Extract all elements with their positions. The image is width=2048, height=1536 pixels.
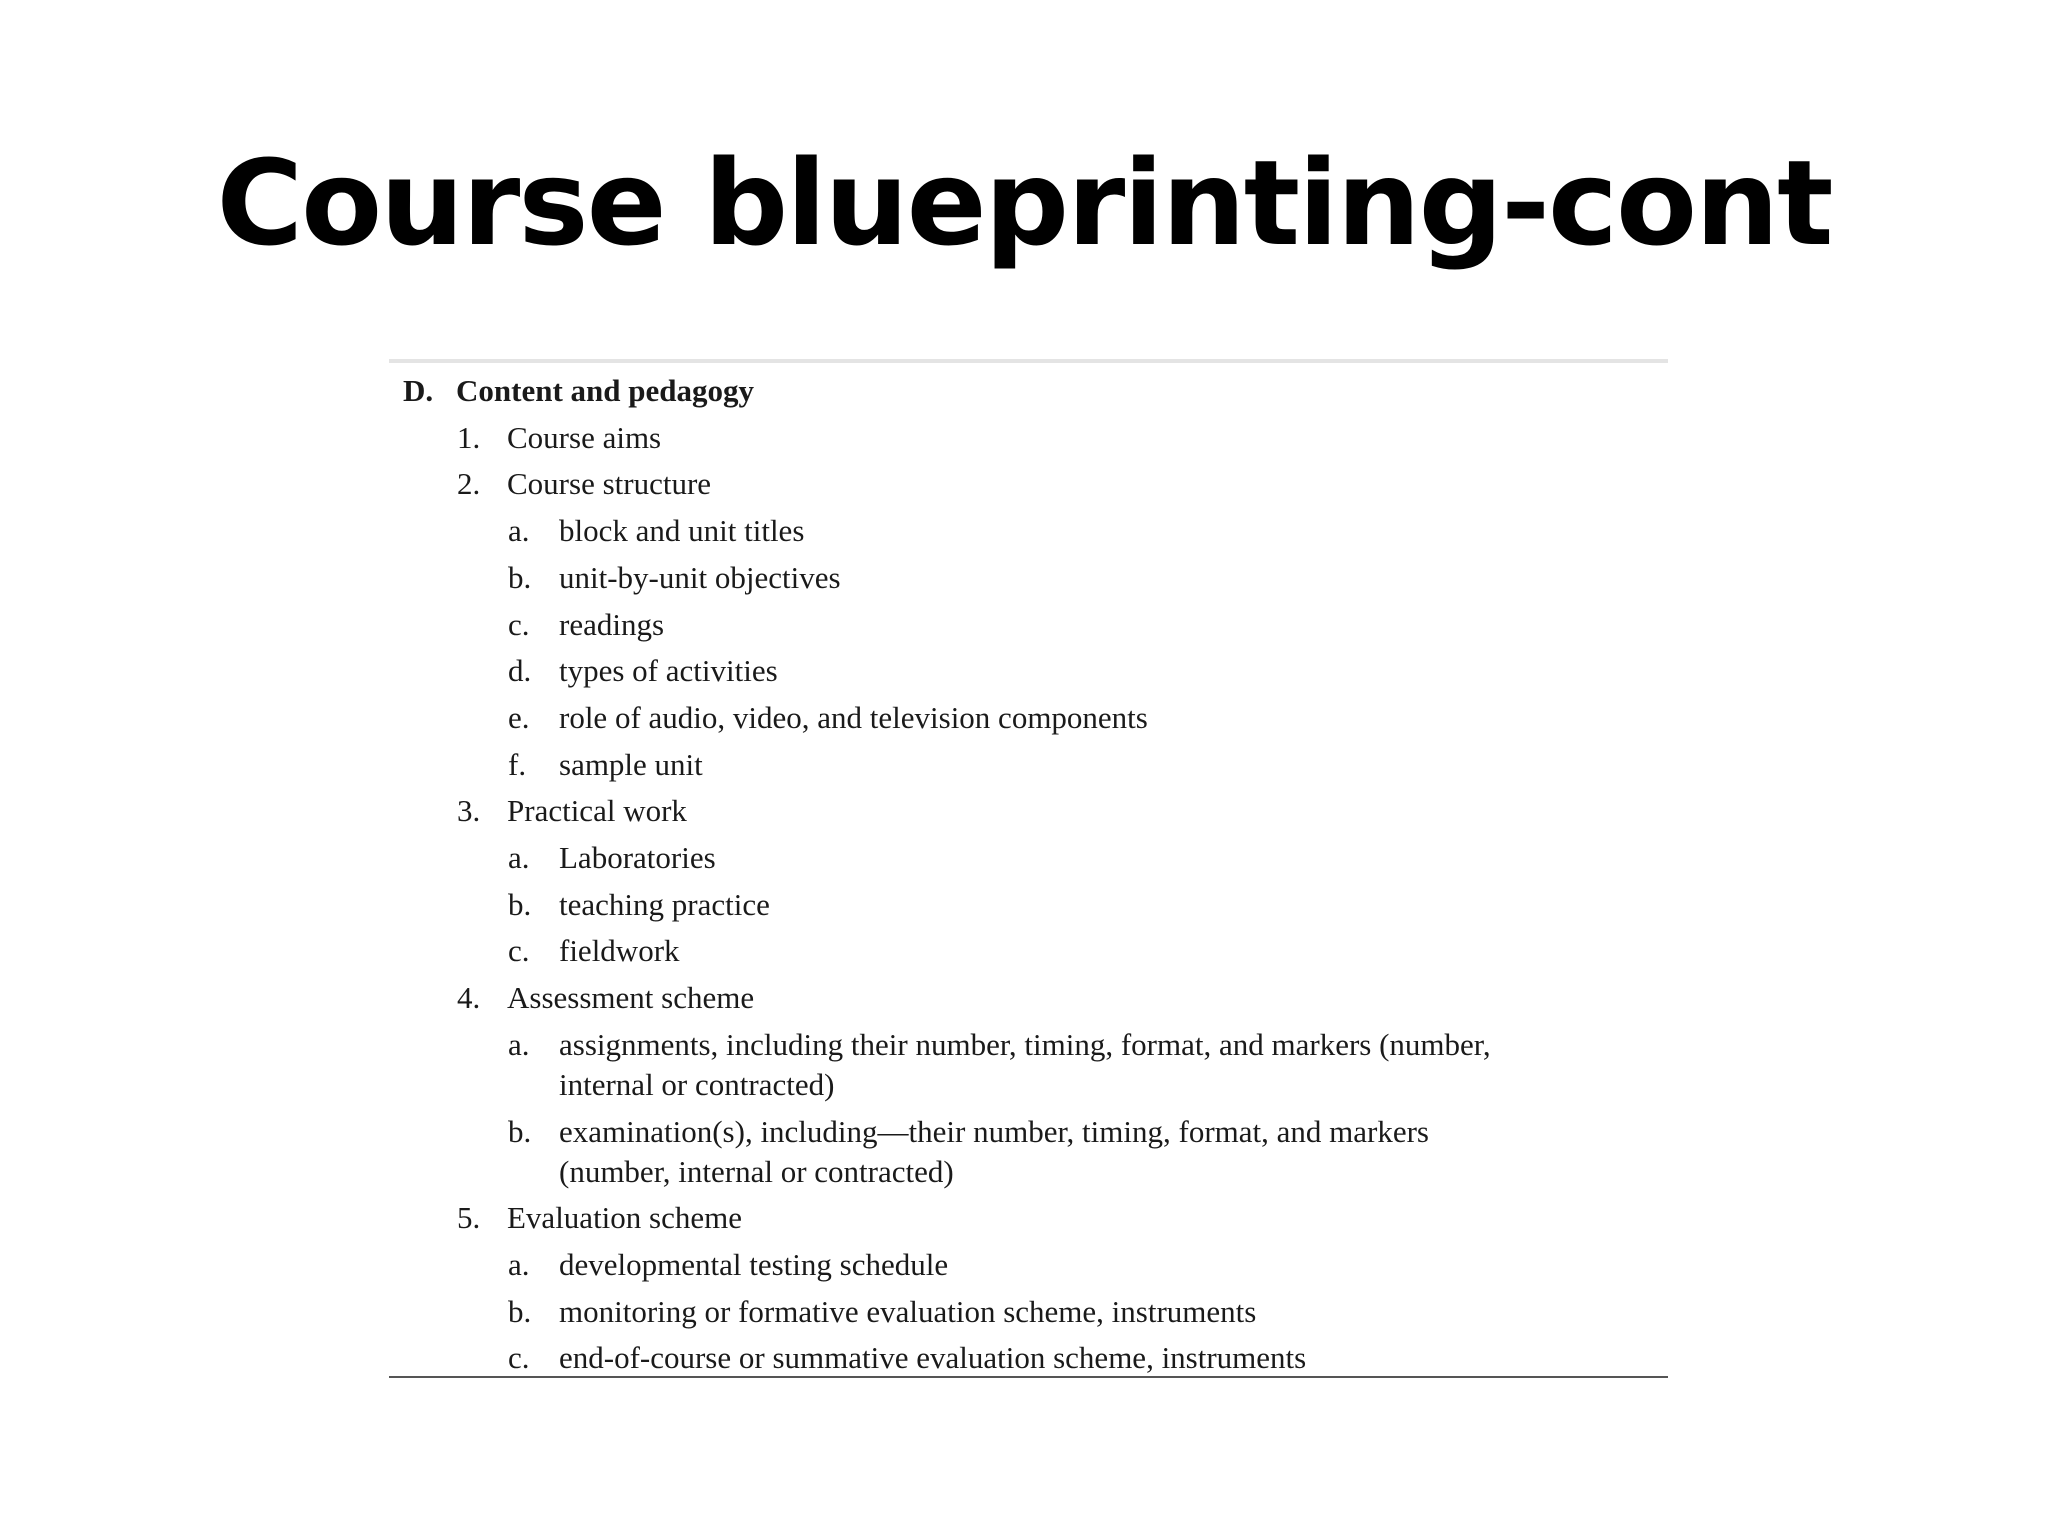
- outline-item: Assessment scheme: [507, 980, 755, 1016]
- outline-item: Practical work: [507, 793, 687, 829]
- item-marker: 1.: [457, 419, 481, 455]
- outline-subitem: readings: [559, 606, 665, 642]
- outline-subitem: internal or contracted): [559, 1066, 835, 1102]
- outline-subitem: sample unit: [559, 746, 703, 782]
- outline-subitem: (number, internal or contracted): [559, 1153, 954, 1189]
- subitem-marker: c.: [508, 1340, 530, 1376]
- outline-subitem: Laboratories: [559, 840, 716, 875]
- subitem-marker: e.: [508, 699, 530, 735]
- subitem-marker: a.: [508, 513, 530, 549]
- subitem-marker: b.: [508, 559, 532, 595]
- item-marker: 2.: [457, 466, 481, 502]
- outline-subitem: monitoring or formative evaluation scheme, instruments: [559, 1293, 1257, 1329]
- item-marker: 4.: [457, 980, 481, 1016]
- outline-item: Course structure: [507, 466, 712, 502]
- subitem-marker: a.: [508, 1026, 530, 1062]
- item-marker: 5.: [457, 1200, 481, 1236]
- subitem-marker: b.: [508, 886, 532, 922]
- outline-subitem: block and unit titles: [559, 513, 805, 549]
- section-heading: Content and pedagogy: [456, 373, 754, 408]
- subitem-marker: c.: [508, 933, 530, 969]
- subitem-marker: c.: [508, 606, 530, 642]
- subitem-marker: d.: [508, 653, 532, 689]
- section-marker: D.: [403, 373, 434, 408]
- outline-subitem: unit-by-unit objectives: [559, 559, 841, 595]
- item-marker: 3.: [457, 793, 481, 829]
- outline-subitem: role of audio, video, and television components: [559, 699, 1148, 735]
- outline-subitem: assignments, including their number, timing, format, and markers (number,: [559, 1026, 1491, 1062]
- document-excerpt: [389, 359, 1668, 1378]
- outline-subitem: types of activities: [559, 653, 778, 689]
- subitem-marker: b.: [508, 1113, 532, 1149]
- outline-subitem: end-of-course or summative evaluation scheme, instruments: [559, 1340, 1307, 1376]
- outline-item: Course aims: [507, 419, 662, 455]
- slide-title: Course blueprinting-cont: [216, 134, 1832, 272]
- subitem-marker: a.: [508, 1246, 530, 1282]
- outline-item: Evaluation scheme: [507, 1200, 742, 1236]
- outline-subitem: developmental testing schedule: [559, 1246, 949, 1282]
- subitem-marker: b.: [508, 1293, 532, 1329]
- subitem-marker: a.: [508, 840, 530, 875]
- outline-subitem: examination(s), including—their number, timing, format, and markers: [559, 1113, 1429, 1149]
- outline-subitem: teaching practice: [559, 886, 770, 922]
- subitem-marker: f.: [508, 746, 527, 782]
- outline-subitem: fieldwork: [559, 933, 680, 969]
